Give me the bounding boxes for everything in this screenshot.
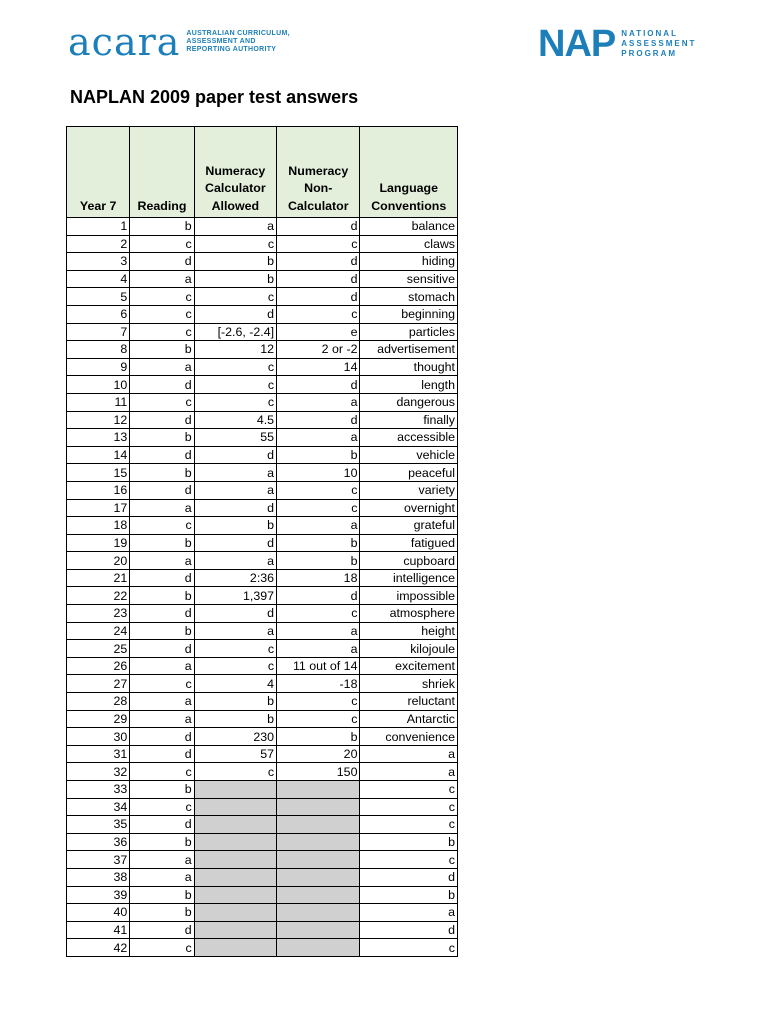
column-header-reading: Reading — [130, 127, 194, 218]
table-row — [67, 376, 458, 394]
language-conventions-answer-cell: grateful — [360, 517, 458, 535]
language-conventions-answer-cell: reluctant — [360, 693, 458, 711]
language-conventions-answer-cell: beginning — [360, 305, 458, 323]
reading-answer-cell: c — [130, 798, 194, 816]
numeracy-non-calculator-answer-cell: c — [277, 481, 360, 499]
question-number-cell: 12 — [67, 411, 130, 429]
numeracy-calculator-answer-cell: c — [194, 640, 276, 658]
table-row — [67, 693, 458, 711]
question-number-cell: 33 — [67, 781, 130, 799]
numeracy-calculator-answer-cell: a — [194, 481, 276, 499]
language-conventions-answer-cell: b — [360, 886, 458, 904]
reading-answer-cell: c — [130, 939, 194, 957]
page-header — [0, 0, 768, 80]
question-number-cell: 24 — [67, 622, 130, 640]
column-header-numeracy-non-calculator: Numeracy Non-Calculator — [277, 127, 360, 218]
language-conventions-answer-cell: c — [360, 939, 458, 957]
language-conventions-answer-cell: length — [360, 376, 458, 394]
numeracy-calculator-answer-cell: 55 — [194, 429, 276, 447]
acara-logo — [68, 22, 290, 62]
reading-answer-cell: d — [130, 640, 194, 658]
not-applicable-cell — [194, 851, 276, 869]
not-applicable-cell — [277, 939, 360, 957]
numeracy-calculator-answer-cell: d — [194, 305, 276, 323]
numeracy-calculator-answer-cell: c — [194, 358, 276, 376]
numeracy-non-calculator-answer-cell: d — [277, 270, 360, 288]
not-applicable-cell — [277, 851, 360, 869]
language-conventions-answer-cell: variety — [360, 481, 458, 499]
language-conventions-answer-cell: a — [360, 904, 458, 922]
question-number-cell: 21 — [67, 569, 130, 587]
table-row — [67, 358, 458, 376]
numeracy-calculator-answer-cell: d — [194, 499, 276, 517]
table-row — [67, 728, 458, 746]
language-conventions-answer-cell: a — [360, 763, 458, 781]
numeracy-calculator-answer-cell: 1,397 — [194, 587, 276, 605]
reading-answer-cell: d — [130, 728, 194, 746]
numeracy-non-calculator-answer-cell: c — [277, 693, 360, 711]
acara-tagline-line: ASSESSMENT AND — [186, 38, 256, 45]
not-applicable-cell — [194, 833, 276, 851]
reading-answer-cell: d — [130, 569, 194, 587]
table-row — [67, 675, 458, 693]
table-row — [67, 534, 458, 552]
question-number-cell: 6 — [67, 305, 130, 323]
table-row — [67, 886, 458, 904]
question-number-cell: 40 — [67, 904, 130, 922]
numeracy-calculator-answer-cell: b — [194, 517, 276, 535]
not-applicable-cell — [277, 781, 360, 799]
language-conventions-answer-cell: shriek — [360, 675, 458, 693]
language-conventions-answer-cell: claws — [360, 235, 458, 253]
numeracy-calculator-answer-cell: 2:36 — [194, 569, 276, 587]
reading-answer-cell: a — [130, 270, 194, 288]
column-header-numeracy-calculator: Numeracy Calculator Allowed — [194, 127, 276, 218]
table-row — [67, 429, 458, 447]
reading-answer-cell: a — [130, 657, 194, 675]
table-row — [67, 657, 458, 675]
language-conventions-answer-cell: impossible — [360, 587, 458, 605]
reading-answer-cell: a — [130, 358, 194, 376]
language-conventions-answer-cell: d — [360, 921, 458, 939]
not-applicable-cell — [277, 833, 360, 851]
numeracy-non-calculator-answer-cell: d — [277, 411, 360, 429]
table-row — [67, 446, 458, 464]
acara-tagline-line: AUSTRALIAN CURRICULUM, — [186, 30, 290, 37]
language-conventions-answer-cell: c — [360, 851, 458, 869]
reading-answer-cell: b — [130, 781, 194, 799]
numeracy-non-calculator-answer-cell: 11 out of 14 — [277, 657, 360, 675]
question-number-cell: 20 — [67, 552, 130, 570]
reading-answer-cell: b — [130, 534, 194, 552]
question-number-cell: 38 — [67, 868, 130, 886]
reading-answer-cell: b — [130, 833, 194, 851]
reading-answer-cell: c — [130, 235, 194, 253]
reading-answer-cell: d — [130, 253, 194, 271]
reading-answer-cell: c — [130, 675, 194, 693]
reading-answer-cell: d — [130, 745, 194, 763]
language-conventions-answer-cell: convenience — [360, 728, 458, 746]
reading-answer-cell: b — [130, 587, 194, 605]
language-conventions-answer-cell: atmosphere — [360, 605, 458, 623]
page-title: NAPLAN 2009 paper test answers — [70, 87, 359, 107]
numeracy-calculator-answer-cell: 4.5 — [194, 411, 276, 429]
table-row — [67, 904, 458, 922]
numeracy-calculator-answer-cell: c — [194, 235, 276, 253]
not-applicable-cell — [194, 886, 276, 904]
table-row — [67, 851, 458, 869]
reading-answer-cell: d — [130, 411, 194, 429]
table-row — [67, 411, 458, 429]
nap-logo-wordmark: NAP — [538, 23, 616, 65]
table-row — [67, 218, 458, 236]
reading-answer-cell: b — [130, 341, 194, 359]
acara-logo-tagline — [186, 30, 289, 54]
table-row — [67, 587, 458, 605]
reading-answer-cell: d — [130, 605, 194, 623]
question-number-cell: 41 — [67, 921, 130, 939]
numeracy-calculator-answer-cell: a — [194, 218, 276, 236]
table-row — [67, 763, 458, 781]
numeracy-non-calculator-answer-cell: d — [277, 288, 360, 306]
numeracy-non-calculator-answer-cell: a — [277, 640, 360, 658]
numeracy-non-calculator-answer-cell: c — [277, 235, 360, 253]
numeracy-non-calculator-answer-cell: c — [277, 305, 360, 323]
reading-answer-cell: a — [130, 868, 194, 886]
table-row — [67, 868, 458, 886]
question-number-cell: 36 — [67, 833, 130, 851]
reading-answer-cell: b — [130, 886, 194, 904]
question-number-cell: 14 — [67, 446, 130, 464]
language-conventions-answer-cell: intelligence — [360, 569, 458, 587]
numeracy-non-calculator-answer-cell: b — [277, 446, 360, 464]
reading-answer-cell: c — [130, 305, 194, 323]
table-row — [67, 270, 458, 288]
column-header-year: Year 7 — [67, 127, 130, 218]
reading-answer-cell: c — [130, 393, 194, 411]
language-conventions-answer-cell: dangerous — [360, 393, 458, 411]
language-conventions-answer-cell: sensitive — [360, 270, 458, 288]
table-row — [67, 710, 458, 728]
reading-answer-cell: c — [130, 763, 194, 781]
numeracy-calculator-answer-cell: c — [194, 393, 276, 411]
reading-answer-cell: b — [130, 622, 194, 640]
numeracy-calculator-answer-cell: b — [194, 270, 276, 288]
table-row — [67, 235, 458, 253]
language-conventions-answer-cell: d — [360, 868, 458, 886]
numeracy-calculator-answer-cell: a — [194, 464, 276, 482]
reading-answer-cell: d — [130, 816, 194, 834]
language-conventions-answer-cell: hiding — [360, 253, 458, 271]
question-number-cell: 7 — [67, 323, 130, 341]
question-number-cell: 2 — [67, 235, 130, 253]
reading-answer-cell: a — [130, 851, 194, 869]
table-row — [67, 464, 458, 482]
language-conventions-answer-cell: peaceful — [360, 464, 458, 482]
question-number-cell: 11 — [67, 393, 130, 411]
question-number-cell: 3 — [67, 253, 130, 271]
question-number-cell: 35 — [67, 816, 130, 834]
table-row — [67, 481, 458, 499]
language-conventions-answer-cell: vehicle — [360, 446, 458, 464]
numeracy-calculator-answer-cell: b — [194, 693, 276, 711]
question-number-cell: 42 — [67, 939, 130, 957]
numeracy-calculator-answer-cell: c — [194, 657, 276, 675]
numeracy-calculator-answer-cell: [-2.6, -2.4] — [194, 323, 276, 341]
question-number-cell: 19 — [67, 534, 130, 552]
numeracy-non-calculator-answer-cell: a — [277, 429, 360, 447]
not-applicable-cell — [194, 904, 276, 922]
question-number-cell: 32 — [67, 763, 130, 781]
reading-answer-cell: a — [130, 710, 194, 728]
numeracy-non-calculator-answer-cell: d — [277, 376, 360, 394]
column-header-language-conventions: Language Conventions — [360, 127, 458, 218]
question-number-cell: 1 — [67, 218, 130, 236]
reading-answer-cell: a — [130, 499, 194, 517]
question-number-cell: 25 — [67, 640, 130, 658]
reading-answer-cell: d — [130, 446, 194, 464]
not-applicable-cell — [194, 781, 276, 799]
not-applicable-cell — [194, 816, 276, 834]
table-row — [67, 939, 458, 957]
question-number-cell: 10 — [67, 376, 130, 394]
table-row — [67, 816, 458, 834]
language-conventions-answer-cell: finally — [360, 411, 458, 429]
acara-logo-wordmark: acara — [68, 20, 181, 64]
question-number-cell: 5 — [67, 288, 130, 306]
numeracy-non-calculator-answer-cell: a — [277, 622, 360, 640]
language-conventions-answer-cell: c — [360, 798, 458, 816]
nap-tagline-line: NATIONAL — [621, 29, 678, 38]
language-conventions-answer-cell: thought — [360, 358, 458, 376]
reading-answer-cell: c — [130, 288, 194, 306]
reading-answer-cell: a — [130, 693, 194, 711]
numeracy-non-calculator-answer-cell: 2 or -2 — [277, 341, 360, 359]
reading-answer-cell: d — [130, 376, 194, 394]
table-row — [67, 622, 458, 640]
numeracy-non-calculator-answer-cell: b — [277, 728, 360, 746]
reading-answer-cell: d — [130, 481, 194, 499]
numeracy-calculator-answer-cell: 12 — [194, 341, 276, 359]
language-conventions-answer-cell: b — [360, 833, 458, 851]
table-row — [67, 569, 458, 587]
table-row — [67, 499, 458, 517]
question-number-cell: 29 — [67, 710, 130, 728]
table-row — [67, 517, 458, 535]
table-row — [67, 745, 458, 763]
question-number-cell: 30 — [67, 728, 130, 746]
not-applicable-cell — [277, 798, 360, 816]
language-conventions-answer-cell: stomach — [360, 288, 458, 306]
numeracy-calculator-answer-cell: 4 — [194, 675, 276, 693]
nap-tagline-line: ASSESSMENT — [621, 39, 697, 48]
reading-answer-cell: b — [130, 429, 194, 447]
numeracy-calculator-answer-cell: c — [194, 763, 276, 781]
numeracy-calculator-answer-cell: b — [194, 253, 276, 271]
reading-answer-cell: b — [130, 904, 194, 922]
numeracy-non-calculator-answer-cell: d — [277, 587, 360, 605]
question-number-cell: 22 — [67, 587, 130, 605]
not-applicable-cell — [277, 921, 360, 939]
table-row — [67, 552, 458, 570]
numeracy-non-calculator-answer-cell: 18 — [277, 569, 360, 587]
numeracy-non-calculator-answer-cell: a — [277, 517, 360, 535]
table-row — [67, 305, 458, 323]
language-conventions-answer-cell: advertisement — [360, 341, 458, 359]
question-number-cell: 18 — [67, 517, 130, 535]
table-row — [67, 253, 458, 271]
language-conventions-answer-cell: accessible — [360, 429, 458, 447]
numeracy-non-calculator-answer-cell: 10 — [277, 464, 360, 482]
reading-answer-cell: d — [130, 921, 194, 939]
not-applicable-cell — [194, 939, 276, 957]
numeracy-calculator-answer-cell: d — [194, 605, 276, 623]
table-row — [67, 341, 458, 359]
numeracy-non-calculator-answer-cell: 20 — [277, 745, 360, 763]
numeracy-calculator-answer-cell: 57 — [194, 745, 276, 763]
acara-tagline-line: REPORTING AUTHORITY — [186, 46, 277, 53]
table-row — [67, 640, 458, 658]
not-applicable-cell — [277, 904, 360, 922]
table-row — [67, 798, 458, 816]
language-conventions-answer-cell: kilojoule — [360, 640, 458, 658]
not-applicable-cell — [194, 868, 276, 886]
not-applicable-cell — [194, 798, 276, 816]
table-row — [67, 323, 458, 341]
nap-tagline-line: PROGRAM — [621, 49, 678, 58]
numeracy-non-calculator-answer-cell: d — [277, 253, 360, 271]
language-conventions-answer-cell: cupboard — [360, 552, 458, 570]
table-row — [67, 921, 458, 939]
numeracy-non-calculator-answer-cell: b — [277, 552, 360, 570]
question-number-cell: 34 — [67, 798, 130, 816]
question-number-cell: 15 — [67, 464, 130, 482]
numeracy-non-calculator-answer-cell: e — [277, 323, 360, 341]
numeracy-calculator-answer-cell: d — [194, 534, 276, 552]
question-number-cell: 27 — [67, 675, 130, 693]
question-number-cell: 28 — [67, 693, 130, 711]
language-conventions-answer-cell: height — [360, 622, 458, 640]
question-number-cell: 23 — [67, 605, 130, 623]
language-conventions-answer-cell: excitement — [360, 657, 458, 675]
answers-table-body — [67, 218, 458, 957]
reading-answer-cell: b — [130, 218, 194, 236]
question-number-cell: 16 — [67, 481, 130, 499]
table-row — [67, 833, 458, 851]
numeracy-calculator-answer-cell: c — [194, 376, 276, 394]
language-conventions-answer-cell: balance — [360, 218, 458, 236]
numeracy-non-calculator-answer-cell: -18 — [277, 675, 360, 693]
numeracy-calculator-answer-cell: d — [194, 446, 276, 464]
language-conventions-answer-cell: particles — [360, 323, 458, 341]
table-header-row — [67, 127, 458, 218]
question-number-cell: 26 — [67, 657, 130, 675]
numeracy-non-calculator-answer-cell: c — [277, 499, 360, 517]
question-number-cell: 37 — [67, 851, 130, 869]
nap-logo — [538, 24, 696, 64]
numeracy-non-calculator-answer-cell: d — [277, 218, 360, 236]
numeracy-non-calculator-answer-cell: c — [277, 605, 360, 623]
reading-answer-cell: b — [130, 464, 194, 482]
question-number-cell: 39 — [67, 886, 130, 904]
numeracy-non-calculator-answer-cell: b — [277, 534, 360, 552]
numeracy-calculator-answer-cell: a — [194, 552, 276, 570]
numeracy-calculator-answer-cell: c — [194, 288, 276, 306]
answers-table — [66, 126, 458, 957]
reading-answer-cell: a — [130, 552, 194, 570]
reading-answer-cell: c — [130, 323, 194, 341]
nap-logo-tagline — [621, 29, 696, 59]
table-row — [67, 781, 458, 799]
numeracy-calculator-answer-cell: a — [194, 622, 276, 640]
numeracy-calculator-answer-cell: b — [194, 710, 276, 728]
table-row — [67, 393, 458, 411]
question-number-cell: 4 — [67, 270, 130, 288]
language-conventions-answer-cell: Antarctic — [360, 710, 458, 728]
language-conventions-answer-cell: a — [360, 745, 458, 763]
numeracy-non-calculator-answer-cell: 150 — [277, 763, 360, 781]
question-number-cell: 17 — [67, 499, 130, 517]
numeracy-non-calculator-answer-cell: 14 — [277, 358, 360, 376]
reading-answer-cell: c — [130, 517, 194, 535]
not-applicable-cell — [277, 886, 360, 904]
table-row — [67, 605, 458, 623]
question-number-cell: 9 — [67, 358, 130, 376]
numeracy-non-calculator-answer-cell: a — [277, 393, 360, 411]
language-conventions-answer-cell: overnight — [360, 499, 458, 517]
numeracy-non-calculator-answer-cell: c — [277, 710, 360, 728]
language-conventions-answer-cell: c — [360, 816, 458, 834]
not-applicable-cell — [194, 921, 276, 939]
numeracy-calculator-answer-cell: 230 — [194, 728, 276, 746]
language-conventions-answer-cell: fatigued — [360, 534, 458, 552]
table-row — [67, 288, 458, 306]
question-number-cell: 13 — [67, 429, 130, 447]
question-number-cell: 31 — [67, 745, 130, 763]
language-conventions-answer-cell: c — [360, 781, 458, 799]
not-applicable-cell — [277, 816, 360, 834]
question-number-cell: 8 — [67, 341, 130, 359]
not-applicable-cell — [277, 868, 360, 886]
